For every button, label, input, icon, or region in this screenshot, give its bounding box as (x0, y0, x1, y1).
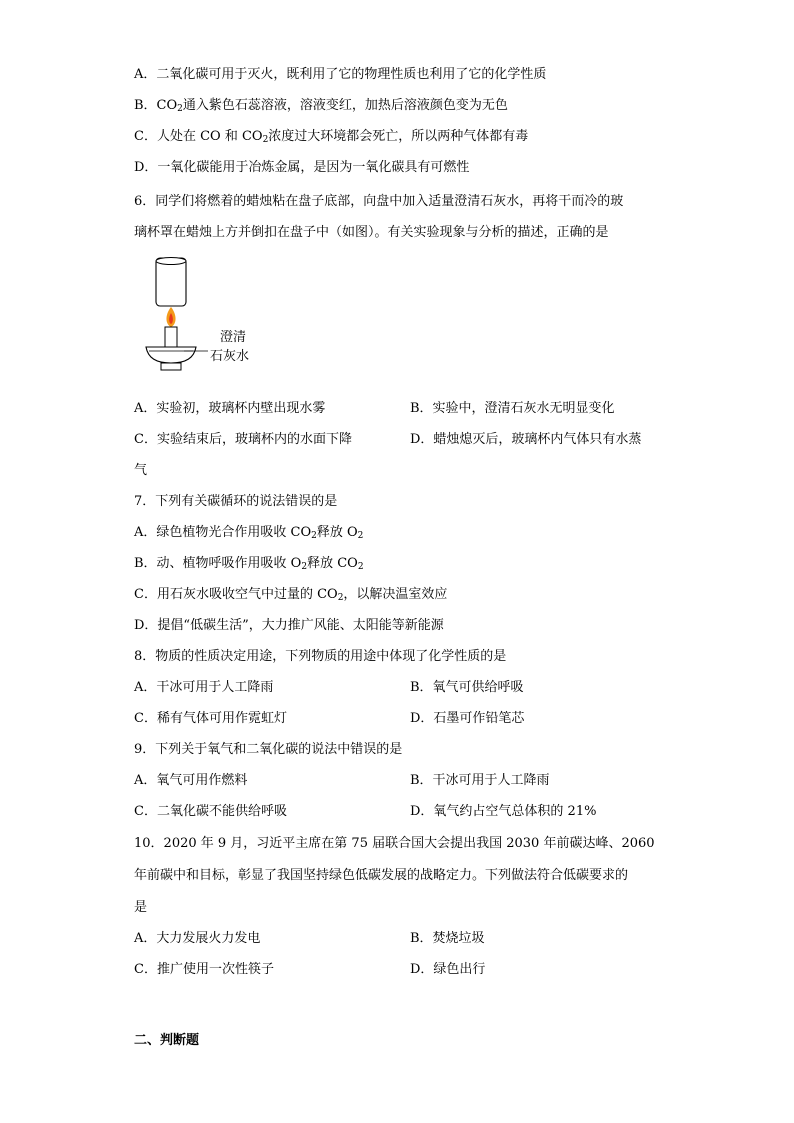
figure-label-clear: 澄清 (220, 330, 247, 345)
q9-option-b: B．干冰可用于人工降雨 (410, 773, 550, 788)
dish (146, 347, 196, 363)
q9-stem: 9．下列关于氧气和二氧化碳的说法中错误的是 (134, 742, 403, 757)
q6-option-c: C．实验结束后，玻璃杯内的水面下降 (134, 432, 352, 447)
q6-option-a: A．实验初，玻璃杯内壁出现水雾 (134, 401, 326, 416)
q6-option-d-cont: 气 (134, 463, 148, 478)
section-heading-true-false: 二、判断题 (134, 1033, 200, 1048)
q5-option-b: B．$CO_2$通入紫色石蕊溶液，溶液变红，加热后溶液颜色变为无色 (134, 98, 508, 114)
q8-stem: 8．物质的性质决定用途，下列物质的用途中体现了化学性质的是 (134, 649, 507, 664)
q8-options-row2 (134, 709, 525, 729)
q7-option-b: B．动、植物呼吸作用吸收 $O_2$释放 $CO_2$ (134, 556, 364, 572)
q10-options-row2 (134, 960, 486, 980)
q7-option-c: C．用石灰水吸收空气中过量的 $CO_2$，以解决温室效应 (134, 587, 448, 603)
q8-options-row1 (134, 678, 524, 698)
q9-option-a: A．氧气可用作燃料 (134, 773, 248, 788)
q8-option-c: C．稀有气体可用作霓虹灯 (134, 711, 287, 726)
q8-option-d: D．石墨可作铅笔芯 (410, 711, 525, 726)
q10-options-row1 (134, 929, 485, 949)
candle-apparatus-illustration (140, 255, 270, 380)
q9-option-c: C．二氧化碳不能供给呼吸 (134, 804, 287, 819)
q7-option-a: A．绿色植物光合作用吸收 $CO_2$释放 $O_2$ (134, 525, 364, 541)
q7-stem: 7．下列有关碳循环的说法错误的是 (134, 494, 338, 509)
q10-stem-line3: 是 (134, 900, 148, 915)
q5-option-a: A．二氧化碳可用于灭火，既利用了它的物理性质也利用了它的化学性质 (134, 67, 547, 82)
q10-option-b: B．焚烧垃圾 (410, 931, 485, 946)
dish-foot (161, 363, 181, 370)
q6-options-row2 (134, 430, 642, 450)
q6-option-d: D．蜡烛熄灭后，玻璃杯内气体只有水蒸 (410, 432, 642, 447)
q10-stem-line2: 年前碳中和目标，彰显了我国坚持绿色低碳发展的战略定力。下列做法符合低碳要求的 (134, 868, 629, 883)
q10-option-a: A．大力发展火力发电 (134, 931, 261, 946)
q9-option-d: D．氧气约占空气总体积的 21% (410, 804, 597, 819)
q8-option-a: A．干冰可用于人工降雨 (134, 680, 274, 695)
q6-stem-line1: 6．同学们将燃着的蜡烛粘在盘子底部，向盘中加入适量澄清石灰水，再将干而冷的玻 (134, 194, 624, 209)
q9-options-row2 (134, 802, 597, 822)
q9-options-row1 (134, 771, 550, 791)
candle-experiment-figure (140, 255, 270, 380)
candle (165, 327, 177, 347)
q6-option-b: B．实验中，澄清石灰水无明显变化 (410, 401, 615, 416)
figure-label-limewater: 石灰水 (210, 349, 250, 364)
q6-options-row1 (134, 399, 615, 419)
q5-option-c: C．人处在 CO 和 $CO_2$浓度过大环境都会死亡，所以两种气体都有毒 (134, 129, 529, 145)
q5-option-d: D．一氧化碳能用于冶炼金属，是因为一氧化碳具有可燃性 (134, 160, 470, 175)
q6-stem-line2: 璃杯罩在蜡烛上方并倒扣在盘子中（如图）。有关实验现象与分析的描述，正确的是 (134, 225, 609, 240)
q7-option-d: D．提倡“低碳生活”，大力推广风能、太阳能等新能源 (134, 618, 444, 633)
q10-stem-line1: 10．2020 年 9 月，习近平主席在第 75 届联合国大会提出我国 2030 年前碳达峰、2060 (134, 836, 655, 851)
q10-option-c: C．推广使用一次性筷子 (134, 962, 274, 977)
inverted-glass (156, 258, 186, 306)
q10-option-d: D．绿色出行 (410, 962, 486, 977)
glass-top-rim (156, 258, 186, 265)
q8-option-b: B．氧气可供给呼吸 (410, 680, 524, 695)
